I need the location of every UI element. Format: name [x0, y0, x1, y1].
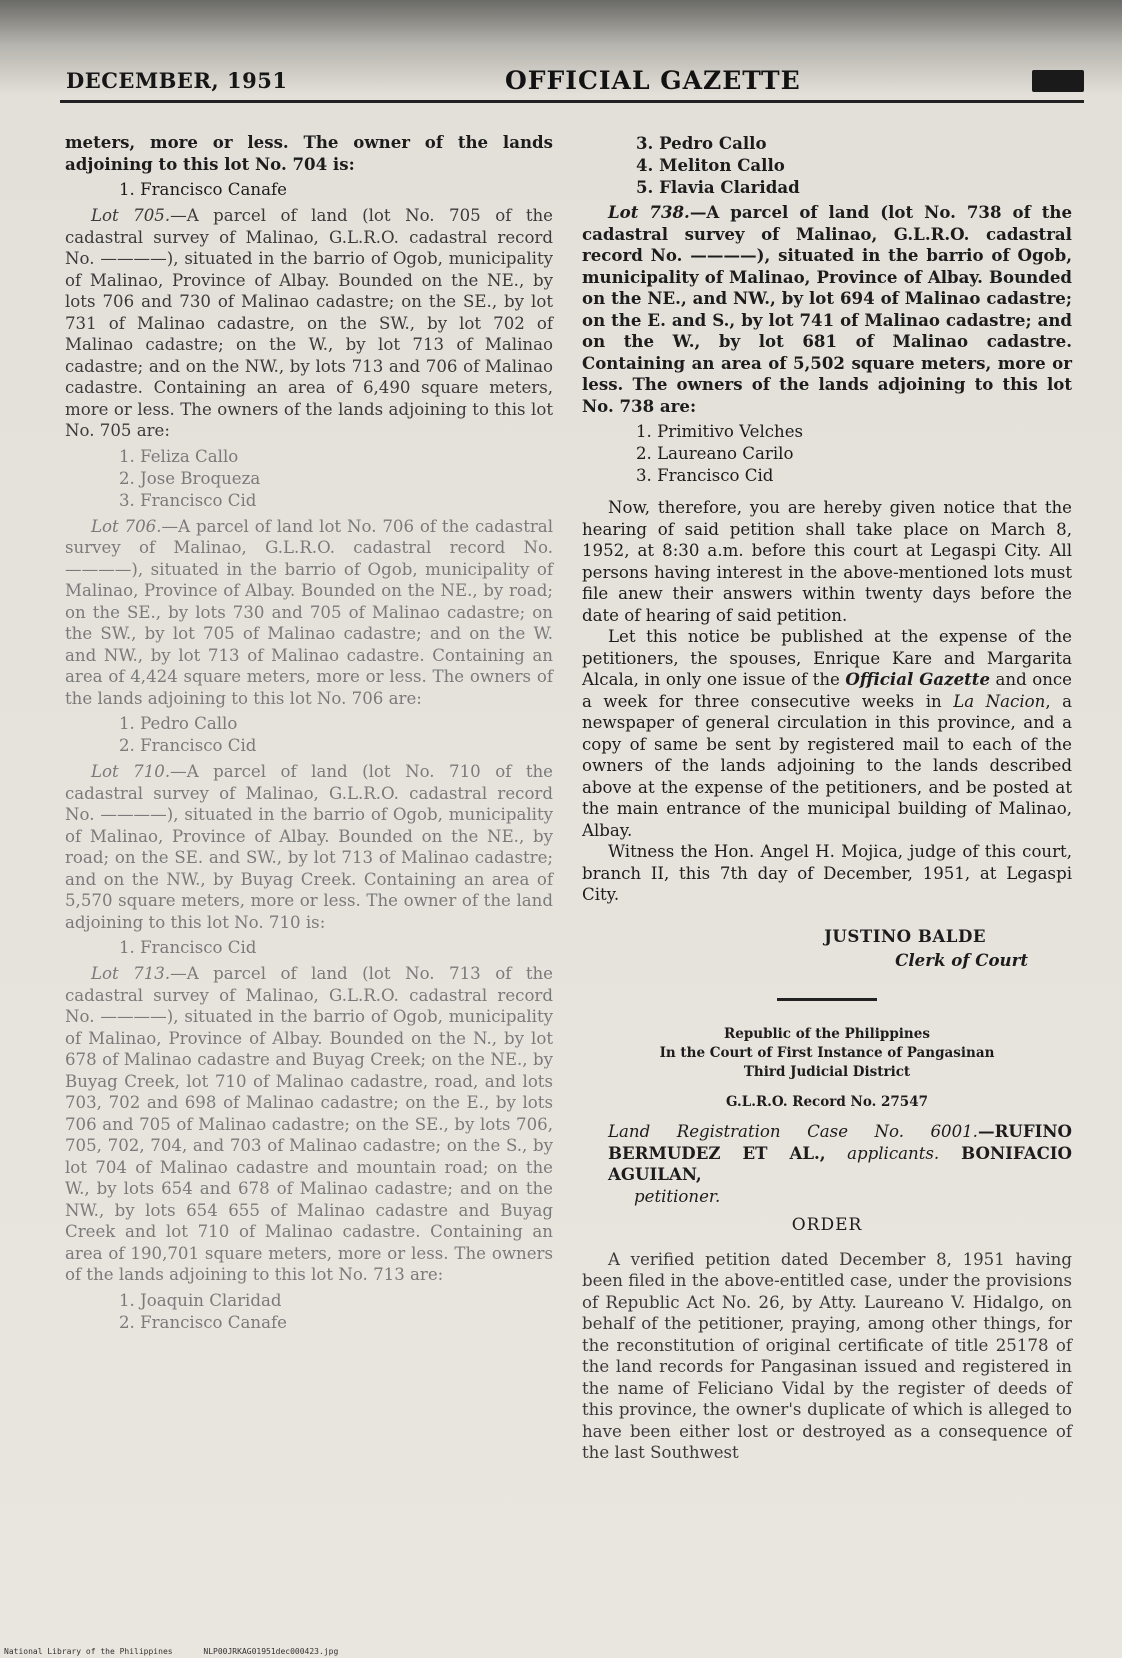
lot-713-text: —A parcel of land (lot No. 713 of the cadastral survey of Malinao, G.L.R.O. cadastral record No. ————), situated in the barrio of Ogob, municipality of Malinao, Province of Albay. Bounded on the N., by lot 678 of Malinao cadastre and Buyag Creek; on the NE., by Buyag Creek, lot 710 of Malinao cadastre, road, and lots 703, 702 and 698 of Malinao cadastre; on the E., by lots 706 and 705 of Malinao cadastre; on the SE., by lots 706, 705, 702, 704, and 703 of Malinao cadastre; on the S., by lot 704 of Malinao cadastre and mountain road; on the W., by lots 654 and 678 of Malinao cadastre; and on the NW., by lots 654 655 of Malinao cadastre and Buyag Creek and lot 710 of Malinao cadastre. Containing an area of 190,701 square meters, more or less. The owners of the lands adjoining to this lot No. 713 are: — [65, 964, 554, 1284]
page-number-redacted — [1032, 70, 1084, 92]
owners-list-706 — [119, 713, 553, 757]
owners-list-710 — [119, 937, 553, 959]
lot-705-paragraph — [65, 205, 553, 442]
owner-item: 2. Laureano Carilo — [636, 444, 794, 463]
case-caption — [582, 1121, 1072, 1207]
owner-item: 3. Pedro Callo — [636, 133, 767, 153]
owner-item: 3. Francisco Cid — [119, 490, 257, 510]
header-rule — [60, 100, 1084, 103]
lot-706-label: Lot 706. — [91, 516, 162, 536]
publication-text-b: and once a week for three consecutive weeks in — [582, 670, 1072, 711]
owners-list-713 — [119, 1290, 553, 1334]
case-applicant-role: applicants. — [825, 1143, 940, 1163]
footer-library: National Library of the Philippines — [4, 1647, 173, 1656]
lot-705-label: Lot 705. — [91, 206, 171, 225]
scan-footer — [4, 1647, 364, 1656]
header-date: DECEMBER, 1951 — [66, 68, 288, 93]
page-header — [60, 64, 1084, 104]
case-petitioner-role: petitioner. — [634, 1186, 721, 1206]
court-line-republic: Republic of the Philippines — [724, 1025, 930, 1042]
lot-705-text: —A parcel of land (lot No. 705 of the cadastral survey of Malinao, G.L.R.O. cadastral record No. ————), situated in the barrio of Ogob, municipality of Malinao, Province of Albay. Bounded on the NE., by lots 706 and 730 of Malinao cadastre; on the SE., by lot 731 of Malinao cadastre, on the SW., by lot 702 of Malinao cadastre; on the W., by lot 713 of Malinao cadastre; and on the NW., by lots 713 and 706 of Malinao cadastre. Containing an area of 6,490 square meters, more or less. The owners of the lands adjoining to this lot No. 705 are: — [65, 206, 554, 440]
header-title: OFFICIAL GAZETTE — [505, 66, 801, 95]
lot-713-paragraph — [65, 963, 553, 1286]
la-nacion-ref: La Nacion — [953, 691, 1046, 711]
owner-item: 2. Francisco Cid — [119, 736, 257, 755]
section-divider — [777, 998, 877, 1001]
owner-item: 1. Joaquin Claridad — [119, 1290, 282, 1310]
owner-item: 1. Feliza Callo — [119, 446, 239, 466]
lot-713-label: Lot 713. — [91, 964, 171, 983]
publication-text-c: , a newspaper of general circulation in this province, and a copy of same be sent by registered mail to each of the owners of the lands adjoining to the lands described above at the expense of the petitioners, and be posted at the main entrance of the municipal building of Malinao, Albay. — [582, 691, 1072, 840]
clerk-role: Clerk of Court — [895, 949, 1028, 970]
case-applicants: —RUFINO BERMUDEZ ET AL., — [608, 1121, 1072, 1163]
owner-item: 3. Francisco Cid — [636, 466, 774, 485]
owners-list-705 — [119, 446, 553, 512]
signature-block — [582, 924, 1072, 972]
left-column — [65, 132, 553, 1338]
owners-list-738 — [636, 421, 1072, 487]
owners-list-704 — [119, 179, 553, 201]
case-petitioner: BONIFACIO AGUILAN, — [608, 1142, 1072, 1184]
official-gazette-ref: Official Gazette — [845, 669, 991, 689]
lot-738-label: Lot 738. — [608, 202, 690, 222]
owner-item: 4. Meliton Callo — [636, 155, 785, 175]
clerk-name: JUSTINO BALDE — [824, 925, 986, 946]
owner-item: 1. Primitivo Velches — [636, 422, 804, 441]
lot-710-label: Lot 710. — [91, 762, 171, 781]
lot-706-paragraph — [65, 516, 553, 710]
right-column — [582, 132, 1072, 1464]
intro-paragraph: meters, more or less. The owner of the lands adjoining to this lot No. 704 is: — [65, 132, 553, 174]
order-title: ORDER — [791, 1215, 863, 1235]
witness-paragraph: Witness the Hon. Angel H. Mojica, judge of this court, branch II, this 7th day of December, 1951, at Legaspi City. — [582, 842, 1072, 904]
owner-item: 1. Francisco Cid — [119, 938, 257, 957]
lot-710-text: —A parcel of land (lot No. 710 of the cadastral survey of Malinao, G.L.R.O. cadastral record No. ————), situated in the barrio of Ogob, municipality of Malinao, Province of Albay. Bounded on the NE., by road; on the SE. and SW., by lot 713 of Malinao cadastre; and on the NW., by Buyag Creek. Containing an area of 5,570 square meters, more or less. The owner of the land adjoining to this lot No. 710 is: — [65, 762, 554, 932]
lot-710-paragraph — [65, 761, 553, 933]
court-line-court: In the Court of First Instance of Pangasinan — [659, 1044, 995, 1061]
lot-738-paragraph — [582, 202, 1072, 417]
owner-item: 2. Francisco Canafe — [119, 1312, 287, 1332]
lot-706-text: —A parcel of land lot No. 706 of the cadastral survey of Malinao, G.L.R.O. cadastral record No. ————), situated in the barrio of Ogob, municipality of Malinao, Province of Albay. Bounded on the NE., by road; on the SE., by lots 730 and 705 of Malinao cadastre; on the SW., by lot 705 of Malinao cadastre; and on the W. and NW., by lot 713 of Malinao cadastre. Containing an area of 4,424 square meters, more or less. The owners of the lands adjoining to this lot No. 706 are: — [65, 516, 554, 708]
owner-item: 2. Jose Broqueza — [119, 468, 261, 488]
owners-list-713-continued — [636, 132, 1072, 198]
hearing-notice-paragraph: Now, therefore, you are hereby given notice that the hearing of said petition shall take place on March 8, 1952, at 8:30 a.m. before this court at Legaspi City. All persons having interest in the above-mentioned lots must file anew their answers within twenty days before the date of hearing of said petition. — [582, 498, 1072, 625]
record-number: G.L.R.O. Record No. 27547 — [726, 1093, 928, 1110]
footer-filename: NLP00JRKAG01951dec000423.jpg — [203, 1647, 339, 1656]
court-line-district: Third Judicial District — [743, 1063, 911, 1080]
case-label: Land Registration Case No. 6001. — [608, 1122, 978, 1141]
lot-738-text: —A parcel of land (lot No. 738 of the cadastral survey of Malinao, G.L.R.O. cadastral record No. ————), situated in the barrio of Ogob, municipality of Malinao, Province of Albay. Bounded on the NE., and NW., by lot 694 of Malinao cadastre; on the E. and S., by lot 741 of Malinao cadastre; and on the W., by lot 681 of Malinao cadastre. Containing an area of 5,502 square meters, more or less. The owners of the lands adjoining to this lot No. 738 are: — [582, 202, 1073, 416]
publication-paragraph — [582, 626, 1072, 841]
owner-item: 1. Pedro Callo — [119, 714, 238, 733]
order-paragraph: A verified petition dated December 8, 1951 having been filed in the above-entitled case, under the provisions of Republic Act No. 26, by Atty. Laureano V. Hidalgo, on behalf of the petitioner, praying, among other things, for the reconstitution of original certificate of title 25178 of the land records for Pangasinan issued and registered in the name of Feliciano Vidal by the register of deeds of this province, the owner's duplicate of which is alleged to have been either lost or destroyed as a consequence of the last Southwest — [582, 1249, 1072, 1462]
publication-text-a: Let this notice be published at the expense of the petitioners, the spouses, Enrique Kare and Margarita Alcala, in only one issue of the — [582, 627, 1072, 689]
owner-item: 5. Flavia Claridad — [636, 177, 800, 197]
court-heading — [582, 1025, 1072, 1082]
owner-item: 1. Francisco Canafe — [119, 180, 287, 199]
